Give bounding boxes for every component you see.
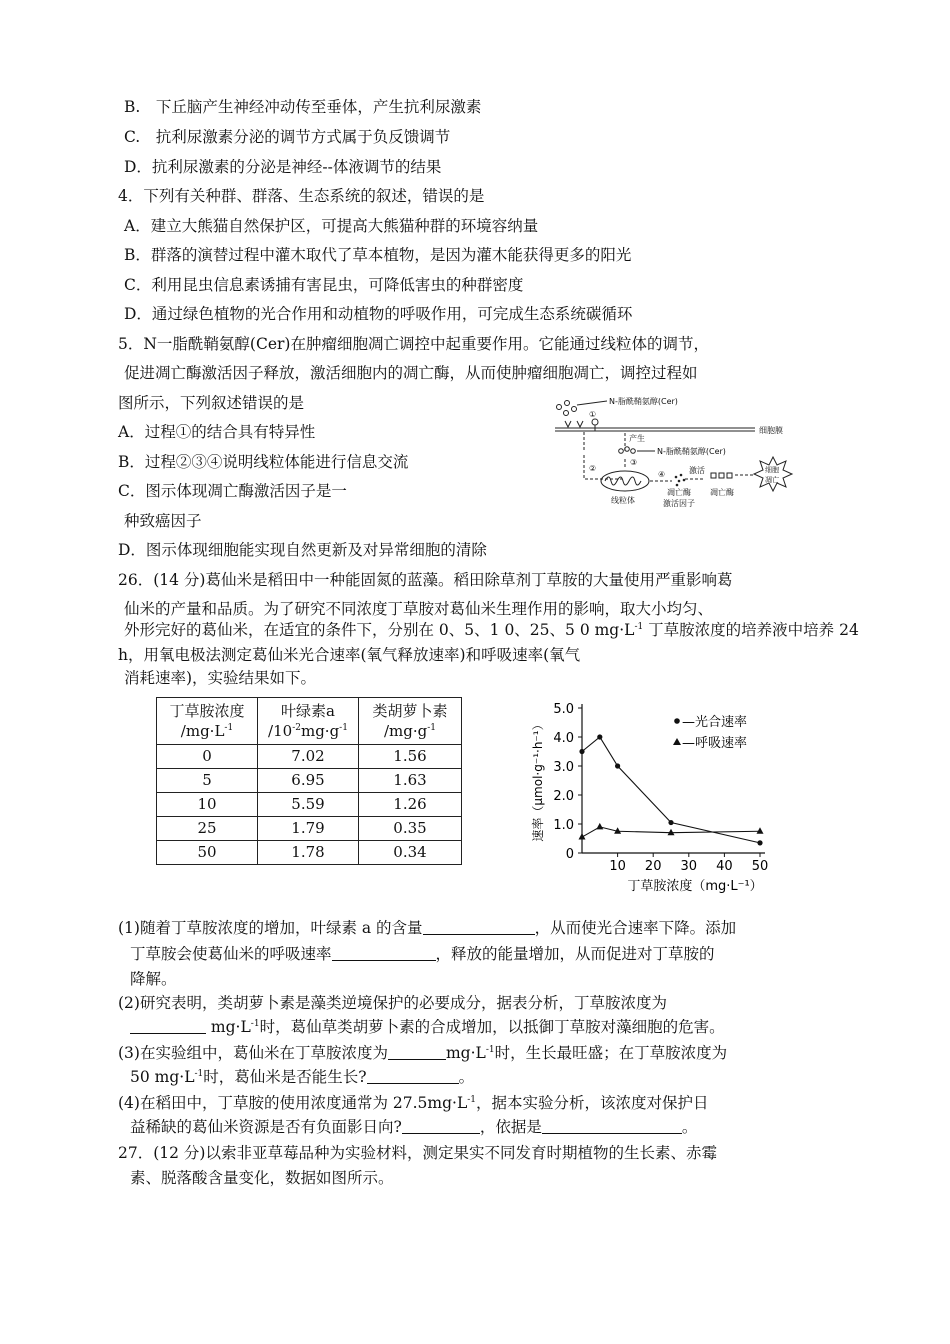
data-point-respiration xyxy=(579,833,586,840)
factor-dot xyxy=(680,474,683,477)
caspase-icon xyxy=(727,473,732,478)
answer-blank[interactable] xyxy=(388,1045,446,1060)
legend-label-respiration: —呼吸速率 xyxy=(682,736,748,751)
x-axis-label: 丁草胺浓度（mg·L⁻¹） xyxy=(627,879,763,894)
cer-label-mid: N-脂酰鞘氨醇(Cer) xyxy=(657,447,726,456)
q5-stem-line2: 促进凋亡酶激活因子释放，激活细胞内的凋亡酶，从而使肿瘤细胞凋亡，调控过程如 xyxy=(124,364,698,382)
table-header-carotenoid: 类胡萝卜素 $/mg\cdot g^{-1}$ xyxy=(359,698,462,745)
y-tick-label: 5.0 xyxy=(553,702,574,717)
answer-blank[interactable] xyxy=(367,1069,459,1084)
table-header-concentration: 丁草胺浓度 $/mg\cdot L^{-1}$ xyxy=(157,698,258,745)
factor-label-1: 凋亡酶 xyxy=(667,488,691,497)
mitochondrion-label: 线粒体 xyxy=(611,496,635,505)
x-tick-label: 20 xyxy=(644,859,662,874)
y-tick-label: 4.0 xyxy=(553,731,574,746)
factor-dot xyxy=(676,484,679,487)
q3-option-c: C. 抗利尿激素分泌的调节方式属于负反馈调节 xyxy=(124,128,451,146)
table-row: 5 6.95 1.63 xyxy=(157,769,462,793)
answer-blank[interactable] xyxy=(423,920,535,935)
q5-option-c-line2: 种致癌因子 xyxy=(124,512,202,530)
circle-2: ② xyxy=(589,464,597,473)
q3-option-d: D．抗利尿激素的分泌是神经--体液调节的结果 xyxy=(124,158,442,176)
q3-option-b: B. 下丘脑产生神经冲动传至垂体，产生抗利尿激素 xyxy=(124,98,482,116)
apoptosis-label-2: 凋亡 xyxy=(765,476,779,484)
q4-option-a: A．建立大熊猫自然保护区，可提高大熊猫种群的环境容纳量 xyxy=(124,217,539,235)
caspase-icon xyxy=(719,473,724,478)
legend-marker-respiration xyxy=(673,738,681,745)
q26-part4-line2: 益稀缺的葛仙米资源是否有负面影日向? ，依据是 。 xyxy=(130,1118,698,1136)
cer-molecule xyxy=(572,407,577,412)
y-tick-label: 1.0 xyxy=(553,818,574,833)
q5-option-a: A．过程①的结合具有特异性 xyxy=(118,423,316,441)
q4-option-d: D．通过绿色植物的光合作用和动植物的呼吸作用，可完成生态系统碳循环 xyxy=(124,305,633,323)
q5-stem-line1: 5．N一脂酰鞘氨醇(Cer)在肿瘤细胞凋亡调控中起重要作用。它能通过线粒体的调节， xyxy=(118,335,709,353)
data-point-respiration xyxy=(596,823,603,830)
factor-dot xyxy=(675,476,678,479)
y-tick-label: 3.0 xyxy=(553,760,574,775)
receptor xyxy=(565,421,583,427)
q26-part4-line1: (4)在稻田中，丁草胺的使用浓度通常为 $27.5mg\cdot L^{-1}$，据本实验分析，该浓度对保护日 xyxy=(118,1094,709,1112)
q5-option-b: B．过程②③④说明线粒体能进行信息交流 xyxy=(118,453,409,471)
cer-molecule xyxy=(565,401,570,406)
answer-blank[interactable] xyxy=(332,946,436,961)
cer-label-top: N-脂酰鞘氨醇(Cer) xyxy=(609,397,678,406)
cer-molecule xyxy=(619,449,624,454)
q27-stem-line1: 27．(12 分)以索非亚草莓品种为实验材料，测定果实不同发育时期植物的生长素、赤霉 xyxy=(118,1144,717,1162)
y-tick-label: 0 xyxy=(565,847,574,862)
apoptosis-diagram xyxy=(555,395,805,515)
membrane-label: 细胞膜 xyxy=(759,426,783,435)
circle-3: ③ xyxy=(630,458,638,467)
legend-marker-photosynthesis xyxy=(674,718,680,724)
answer-blank[interactable] xyxy=(542,1119,682,1134)
table-row: 10 5.59 1.26 xyxy=(157,793,462,817)
x-tick-label: 40 xyxy=(716,859,733,874)
y-tick-label: 2.0 xyxy=(553,789,574,804)
activate-label: 激活 xyxy=(689,466,705,475)
table-row: 25 1.79 0.35 xyxy=(157,817,462,841)
table-row: 0 7.02 1.56 xyxy=(157,745,462,769)
data-point-photosynthesis xyxy=(615,763,620,768)
pigment-table xyxy=(156,697,462,865)
cer-molecule xyxy=(564,411,569,416)
x-tick-label: 10 xyxy=(609,859,626,874)
q26-part2-line2: $mg\cdot L^{-1}$时，葛仙草类胡萝卜素的合成增加，以抵御丁草胺对藻细胞的危害。 xyxy=(130,1017,725,1037)
q26-stem-line4: h，用氧电极法测定葛仙米光合速率(氧气释放速率)和呼吸速率(氧气 xyxy=(118,646,581,664)
factor-label-2: 激活因子 xyxy=(663,499,695,508)
factor-dot xyxy=(683,479,686,482)
table-header-chlorophyll: 叶绿素a $/10^{-2}mg\cdot g^{-1}$ xyxy=(258,698,359,745)
data-point-photosynthesis xyxy=(597,734,602,739)
q26-part3-line2: 50 $mg\cdot L^{-1}$时，葛仙米是否能生长? 。 xyxy=(130,1068,475,1086)
data-point-photosynthesis xyxy=(668,820,673,825)
q26-part1-line2: 丁草胺会使葛仙米的呼吸速率 ，释放的能量增加，从而促进对丁草胺的 xyxy=(130,945,715,963)
q26-stem-line1: 26．(14 分)葛仙米是稻田中一种能固氮的蓝藻。稻田除草剂丁草胺的大量使用严重影响葛 xyxy=(118,571,733,589)
q5-stem-line3: 图所示，下列叙述错误的是 xyxy=(118,394,305,412)
q4-option-b: B．群落的演替过程中灌木取代了草本植物，是因为灌木能获得更多的阳光 xyxy=(124,246,632,264)
q4-option-c: C．利用昆虫信息素诱捕有害昆虫，可降低害虫的种群密度 xyxy=(124,276,524,294)
dead-cell-icon xyxy=(754,457,792,491)
q26-part1-line3: 降解。 xyxy=(130,970,177,988)
mitochondrion-icon xyxy=(601,471,649,491)
q26-part2-line1: (2)研究表明，类胡萝卜素是藻类逆境保护的必要成分，据表分析，丁草胺浓度为 xyxy=(118,994,667,1012)
x-tick-label: 50 xyxy=(751,859,769,874)
q26-part1-line1: (1)随着丁草胺浓度的增加，叶绿素 a 的含量 ，从而使光合速率下降。添加 xyxy=(118,919,737,937)
caspase-icon xyxy=(711,473,716,478)
produce-label: 产生 xyxy=(629,434,645,443)
q26-stem-line3: 外形完好的葛仙米，在适宜的条件下，分别在 0、5、1 0、25、5 0 $mg\cdot L^{-1}$ 丁草胺浓度的培养液中培养 24 xyxy=(124,621,859,639)
q27-stem-line2: 素、脱落酸含量变化，数据如图所示。 xyxy=(130,1169,394,1187)
q4-stem: 4．下列有关种群、群落、生态系统的叙述，错误的是 xyxy=(118,187,485,205)
data-point-respiration xyxy=(668,829,675,836)
answer-blank[interactable] xyxy=(402,1119,480,1134)
apoptosis-label-1: 细胞 xyxy=(765,466,779,474)
q5-option-d: D．图示体现细胞能实现自然更新及对异常细胞的清除 xyxy=(118,541,487,559)
caspase-label: 凋亡酶 xyxy=(710,488,734,497)
circle-4: ④ xyxy=(658,470,666,479)
q26-part3-line1: (3)在实验组中，葛仙米在丁草胺浓度为 $mg\cdot L^{-1}$时，生长最旺盛；在丁草胺浓度为 xyxy=(118,1044,728,1062)
factor-dot xyxy=(678,480,681,483)
circle-1: ① xyxy=(589,410,597,419)
rate-chart xyxy=(520,690,790,900)
legend-label-photosynthesis: —光合速率 xyxy=(682,715,748,730)
y-axis-label: 速率（μmol·g⁻¹·h⁻¹） xyxy=(531,718,545,842)
q26-stem-line5: 消耗速率)，实验结果如下。 xyxy=(124,669,317,687)
data-point-photosynthesis xyxy=(579,749,584,754)
q26-stem-line2: 仙米的产量和品质。为了研究不同浓度丁草胺对葛仙米生理作用的影响，取大小均匀、 xyxy=(124,600,714,618)
answer-blank[interactable] xyxy=(130,1019,206,1034)
data-point-respiration xyxy=(757,827,764,834)
table-row: 50 1.78 0.34 xyxy=(157,841,462,865)
cer-molecule xyxy=(557,405,562,410)
series-line-photosynthesis xyxy=(582,737,760,843)
data-point-photosynthesis xyxy=(757,840,762,845)
q5-option-c-line1: C．图示体现凋亡酶激活因子是一 xyxy=(118,482,347,500)
cer-molecule xyxy=(631,449,636,454)
x-tick-label: 30 xyxy=(680,859,698,874)
